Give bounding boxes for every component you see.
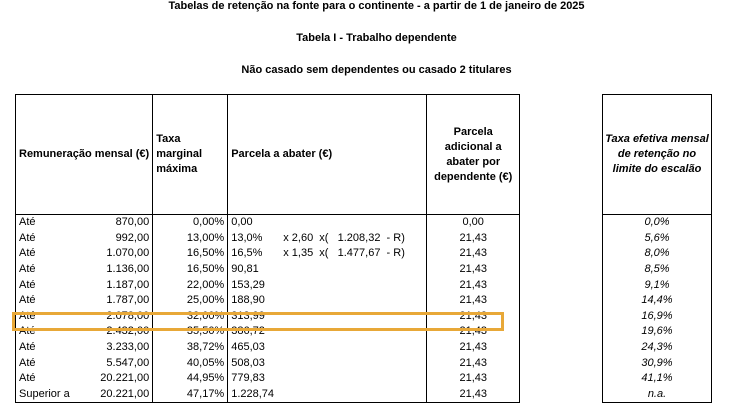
table-title: Tabela I - Trabalho dependente [296, 32, 457, 44]
row-formula [283, 215, 423, 230]
row-parcela-cell [228, 371, 427, 387]
row-taxa: 0,00% [153, 215, 228, 231]
row-value: 1.187,00 [106, 278, 150, 291]
row-taxa: 32,00% [153, 309, 228, 325]
row-parcela-cell [228, 324, 427, 340]
table-row [16, 387, 520, 403]
table-row [16, 231, 520, 247]
row-remuneracao [16, 262, 153, 278]
row-efetiva: 8,5% [603, 262, 712, 278]
side-row [603, 246, 712, 262]
row-value: 3.233,00 [106, 341, 150, 354]
row-formula: x 2,60 x( 1.208,32 - R) [283, 231, 405, 244]
row-efetiva: 30,9% [603, 355, 712, 371]
row-taxa: 25,00% [153, 293, 228, 309]
row-adicional: 21,43 [427, 293, 520, 309]
table-row [16, 246, 520, 262]
row-adicional: 21,43 [427, 277, 520, 293]
row-value: 870,00 [115, 216, 150, 229]
table-row [16, 371, 520, 387]
row-parcela: 0,00 [231, 216, 253, 229]
row-remuneracao [16, 371, 153, 387]
row-parcela: 386,72 [231, 325, 265, 338]
side-row [603, 231, 712, 247]
row-formula [283, 262, 423, 277]
row-parcela-cell [228, 215, 427, 231]
row-parcela: 90,81 [231, 263, 259, 276]
row-label: Até [19, 341, 36, 354]
row-parcela-cell [228, 231, 427, 247]
row-taxa: 47,17% [153, 387, 228, 403]
header-parcela: Parcela a abater (€) [228, 95, 427, 215]
row-efetiva: 5,6% [603, 231, 712, 247]
row-label: Até [19, 294, 36, 307]
row-adicional: 0,00 [427, 215, 520, 231]
row-taxa: 16,50% [153, 246, 228, 262]
row-parcela: 1.228,74 [231, 387, 275, 400]
row-parcela: 188,90 [231, 294, 265, 307]
row-efetiva: 19,6% [603, 324, 712, 340]
row-remuneracao [16, 215, 153, 231]
row-adicional: 21,43 [427, 387, 520, 403]
row-adicional: 21,43 [427, 355, 520, 371]
row-parcela-cell [228, 246, 427, 262]
row-label: Até [19, 309, 36, 322]
row-adicional: 21,43 [427, 262, 520, 278]
row-parcela: 779,83 [231, 372, 265, 385]
row-label: Até [19, 231, 36, 244]
row-parcela-cell [228, 309, 427, 325]
row-adicional: 21,43 [427, 309, 520, 325]
row-efetiva: 14,4% [603, 293, 712, 309]
effective-rate-table [602, 94, 712, 403]
table-row [16, 215, 520, 231]
row-taxa: 44,95% [153, 371, 228, 387]
row-parcela-cell [228, 340, 427, 356]
row-formula [283, 278, 423, 293]
row-remuneracao [16, 340, 153, 356]
row-remuneracao [16, 324, 153, 340]
row-remuneracao [16, 246, 153, 262]
table-row [16, 293, 520, 309]
side-row [603, 340, 712, 356]
side-row [603, 324, 712, 340]
side-row [603, 262, 712, 278]
header-taxa-efetiva: Taxa efetiva mensal de retenção no limite do escalão [603, 95, 712, 215]
row-label: Superior a [19, 387, 70, 400]
row-value: 2.078,00 [106, 309, 150, 322]
row-value: 2.432,00 [106, 325, 150, 338]
row-efetiva: n.a. [603, 387, 712, 403]
row-parcela: 313,99 [231, 309, 265, 322]
row-taxa: 13,00% [153, 231, 228, 247]
row-taxa: 16,50% [153, 262, 228, 278]
row-value: 5.547,00 [106, 356, 150, 369]
row-parcela-cell [228, 355, 427, 371]
row-label: Até [19, 372, 36, 385]
row-efetiva: 8,0% [603, 246, 712, 262]
document-title: Tabelas de retenção na fonte para o continente - a partir de 1 de janeiro de 2025 [168, 0, 585, 12]
row-efetiva: 41,1% [603, 371, 712, 387]
row-parcela: 465,03 [231, 341, 265, 354]
side-row [603, 293, 712, 309]
table-row [16, 277, 520, 293]
row-efetiva: 9,1% [603, 277, 712, 293]
row-parcela-cell [228, 293, 427, 309]
row-value: 1.070,00 [106, 247, 150, 260]
row-parcela-cell [228, 277, 427, 293]
row-label: Até [19, 325, 36, 338]
row-formula [283, 324, 423, 339]
row-remuneracao [16, 309, 153, 325]
side-row [603, 277, 712, 293]
row-label: Até [19, 356, 36, 369]
row-adicional: 21,43 [427, 246, 520, 262]
row-efetiva: 0,0% [603, 215, 712, 231]
row-formula: x 1,35 x( 1.477,67 - R) [283, 247, 405, 260]
row-value: 20.221,00 [100, 387, 150, 400]
row-label: Até [19, 216, 36, 229]
row-taxa: 35,50% [153, 324, 228, 340]
row-parcela: 153,29 [231, 278, 265, 291]
side-row [603, 215, 712, 231]
row-remuneracao [16, 387, 153, 403]
side-row [603, 387, 712, 403]
table-row [16, 355, 520, 371]
row-parcela-cell [228, 387, 427, 403]
row-formula [283, 387, 423, 402]
row-remuneracao [16, 231, 153, 247]
side-row [603, 309, 712, 325]
header-taxa: Taxa marginal máxima [153, 95, 228, 215]
table-row [16, 309, 520, 325]
row-remuneracao [16, 355, 153, 371]
row-value: 992,00 [115, 231, 150, 244]
table-row [16, 340, 520, 356]
row-remuneracao [16, 293, 153, 309]
withholding-table [15, 94, 520, 403]
row-formula [283, 356, 423, 371]
side-row [603, 355, 712, 371]
row-label: Até [19, 263, 36, 276]
row-value: 1.136,00 [106, 263, 150, 276]
row-label: Até [19, 247, 36, 260]
row-formula [283, 293, 423, 308]
header-remuneracao: Remuneração mensal (€) [16, 95, 153, 215]
row-parcela: 16,5% [231, 247, 263, 260]
table-subtitle: Não casado sem dependentes ou casado 2 titulares [241, 64, 512, 76]
row-formula [283, 309, 423, 324]
row-formula [283, 371, 423, 386]
row-efetiva: 24,3% [603, 340, 712, 356]
row-taxa: 40,05% [153, 355, 228, 371]
row-parcela-cell [228, 262, 427, 278]
table-row [16, 262, 520, 278]
row-adicional: 21,43 [427, 340, 520, 356]
header-adicional: Parcela adicional a abater por dependente (€) [427, 95, 520, 215]
row-parcela: 508,03 [231, 356, 265, 369]
row-label: Até [19, 278, 36, 291]
row-adicional: 21,43 [427, 231, 520, 247]
row-value: 1.787,00 [106, 294, 150, 307]
row-taxa: 38,72% [153, 340, 228, 356]
table-row [16, 324, 520, 340]
row-adicional: 21,43 [427, 324, 520, 340]
row-efetiva: 16,9% [603, 309, 712, 325]
row-formula [283, 340, 423, 355]
side-row [603, 371, 712, 387]
row-remuneracao [16, 277, 153, 293]
row-value: 20.221,00 [100, 372, 150, 385]
row-adicional: 21,43 [427, 371, 520, 387]
row-taxa: 22,00% [153, 277, 228, 293]
row-parcela: 13,0% [231, 231, 263, 244]
